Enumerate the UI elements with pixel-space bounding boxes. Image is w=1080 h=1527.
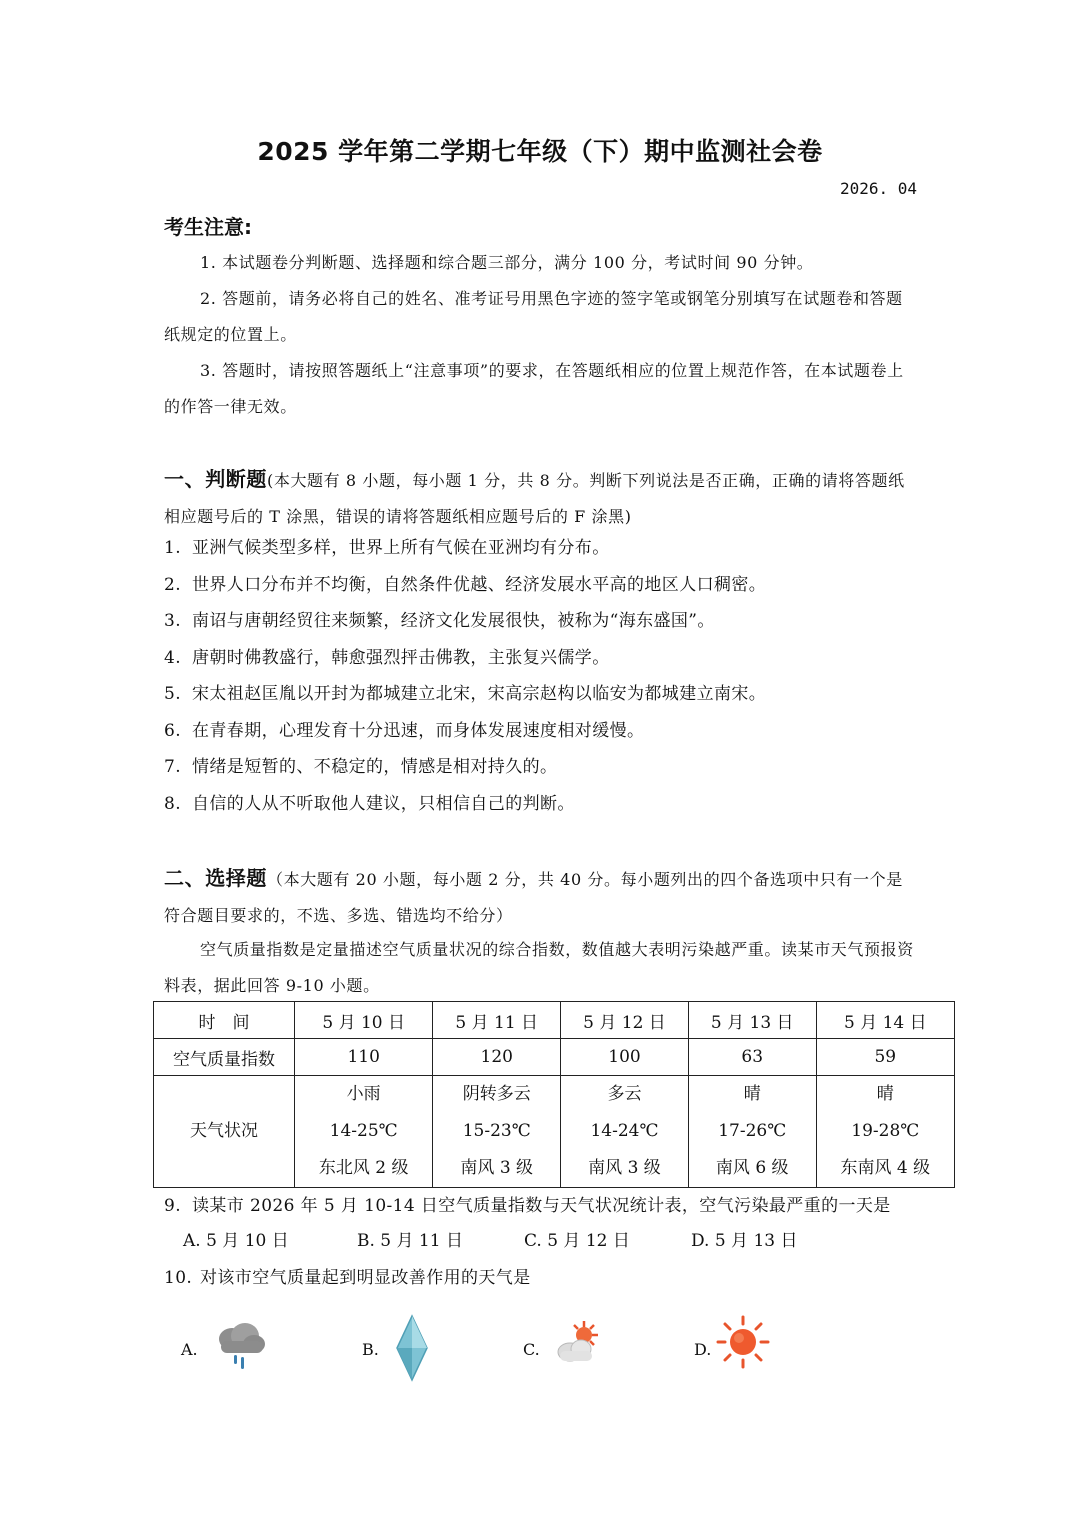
question-number: 10. [164,1268,193,1288]
section2-intro: 空气质量指数是定量描述空气质量状况的综合指数，数值越大表明污染越严重。读某市天气预报资料表，据此回答 9-10 小题。 [164,940,914,995]
question-9 [164,1188,924,1225]
question-number: 9. [164,1196,182,1216]
table-header-cell: 5 月 13 日 [688,1002,816,1039]
notice-item-3: 3. 答题时，请按照答题纸上“注意事项”的要求，在答题纸相应的位置上规范作答，在本试题卷上的作答一律无效。 [164,361,904,416]
option-a[interactable]: A. 5 月 10 日 [183,1231,289,1251]
section1-title: 一、判断题 [164,467,267,491]
question-text: 对该市空气质量起到明显改善作用的天气是 [200,1268,531,1288]
option-c[interactable]: C. [523,1340,540,1359]
aqi-cell: 100 [561,1039,689,1076]
question-10-options [0,1313,1080,1383]
notice-heading: 考生注意: [164,215,252,239]
judge-question-8: 8. 自信的人从不听取他人建议，只相信自己的判断。 [164,793,575,814]
table-header-cell: 5 月 12 日 [561,1002,689,1039]
section1-instructions: (本大题有 8 小题，每小题 1 分，共 8 分。判断下列说法是否正确，正确的请将答题纸相应题号后的 T 涂黑，错误的请将答题纸相应题号后的 F 涂黑) [164,471,905,526]
judge-question-4: 4. 唐朝时佛教盛行，韩愈强烈抨击佛教，主张复兴儒学。 [164,647,610,668]
aqi-cell: 59 [816,1039,954,1076]
question-9-options [183,1226,798,1256]
table-header-cell: 5 月 10 日 [295,1002,433,1039]
page-title: 2025 学年第二学期七年级（下）期中监测社会卷 [257,137,823,166]
option-c[interactable]: C. 5 月 12 日 [524,1231,630,1251]
option-b[interactable]: B. 5 月 11 日 [357,1231,463,1251]
section1-questions [164,530,924,822]
section2-title: 二、选择题 [164,866,267,890]
notice-item-1: 1. 本试题卷分判断题、选择题和综合题三部分，满分 100 分，考试时间 90 分钟。 [200,253,814,272]
weather-cell: 阴转多云 15-23℃ 南风 3 级 [433,1076,561,1188]
sunny-icon[interactable] [716,1315,770,1369]
judge-question-3: 3. 南诏与唐朝经贸往来频繁，经济文化发展很快，被称为“海东盛国”。 [164,611,715,631]
partly-cloudy-icon[interactable] [554,1319,604,1369]
table-row-aqi [154,1039,955,1076]
weather-cell: 小雨 14-25℃ 东北风 2 级 [295,1076,433,1188]
option-d[interactable]: D. 5 月 13 日 [691,1231,798,1251]
question-text: 读某市 2026 年 5 月 10-14 日空气质量指数与天气状况统计表，空气污染最严重的一天是 [192,1196,891,1216]
judge-question-7: 7. 情绪是短暂的、不稳定的，情感是相对持久的。 [164,757,558,777]
notice-item-2: 2. 答题前，请务必将自己的姓名、准考证号用黑色字迹的签字笔或钢笔分别填写在试题卷和答题纸规定的位置上。 [164,289,903,344]
judge-question-1: 1. 亚洲气候类型多样，世界上所有气候在亚洲均有分布。 [164,538,610,558]
table-row-weather [154,1076,955,1188]
weather-cell: 多云 14-24℃ 南风 3 级 [561,1076,689,1188]
option-a[interactable]: A. [181,1340,198,1359]
section1-header [164,461,919,535]
aqi-cell: 63 [688,1039,816,1076]
judge-question-5: 5. 宋太祖赵匡胤以开封为都城建立北宋，宋高宗赵构以临安为都城建立南宋。 [164,684,767,704]
exam-date: 2026. 04 [839,179,917,198]
weather-cell: 晴 17-26℃ 南风 6 级 [688,1076,816,1188]
aqi-cell: 110 [295,1039,433,1076]
option-d[interactable]: D. [694,1340,712,1359]
table-header-cell: 5 月 11 日 [433,1002,561,1039]
section2-header [164,860,919,934]
table-header-cell: 5 月 14 日 [816,1002,954,1039]
section2-instructions: （本大题有 20 小题，每小题 2 分，共 40 分。每小题列出的四个备选项中只有一个是符合题目要求的，不选、多选、错选均不给分） [164,870,903,925]
weather-table [153,1001,955,1188]
weather-cell: 晴 19-28℃ 东南风 4 级 [816,1076,954,1188]
question-10 [164,1260,924,1297]
weather-label-cell: 天气状况 [154,1076,295,1188]
judge-question-6: 6. 在青春期，心理发育十分迅速，而身体发展速度相对缓慢。 [164,720,645,741]
option-b[interactable]: B. [362,1340,379,1359]
judge-question-2: 2. 世界人口分布并不均衡，自然条件优越、经济发展水平高的地区人口稠密。 [164,574,767,595]
ice-crystal-icon[interactable] [394,1313,430,1383]
aqi-cell: 120 [433,1039,561,1076]
table-header-row [154,1002,955,1039]
rain-cloud-icon[interactable] [212,1317,268,1373]
table-header-cell: 时 间 [154,1002,295,1039]
aqi-label-cell: 空气质量指数 [154,1039,295,1076]
